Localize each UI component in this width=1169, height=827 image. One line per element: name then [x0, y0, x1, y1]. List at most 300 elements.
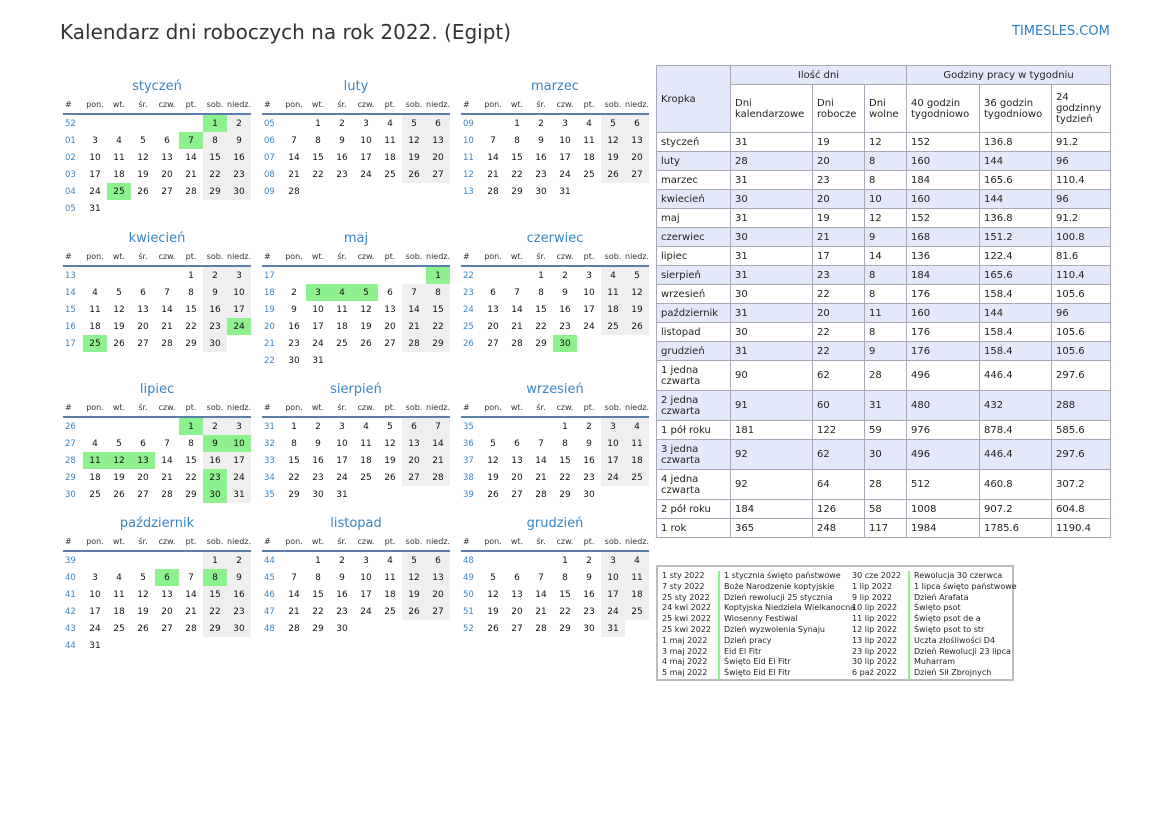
- day-cell: [529, 551, 553, 569]
- day-cell: 27: [161, 186, 173, 197]
- weekday-header: #: [461, 399, 481, 417]
- summary-value: 160: [907, 304, 980, 323]
- week-number: 28: [65, 455, 76, 466]
- weekday-header: #: [63, 533, 83, 551]
- summary-value: 31: [865, 391, 907, 421]
- weekday-header: pt.: [179, 399, 203, 417]
- holiday-legend-item: [658, 614, 855, 625]
- holiday-name: Koptyjska Niedziela Wielkanocna: [718, 603, 855, 614]
- summary-period-label: listopad: [657, 323, 731, 342]
- day-cell: 11: [625, 435, 649, 452]
- summary-value: 136: [907, 247, 980, 266]
- day-cell: 16: [583, 455, 595, 466]
- day-cell: 2: [586, 421, 592, 432]
- summary-value: 12: [865, 133, 907, 152]
- summary-value: 158.4: [980, 323, 1052, 342]
- day-cell: [282, 551, 306, 569]
- day-cell: 22: [426, 318, 450, 335]
- day-cell: 21: [185, 606, 197, 617]
- day-cell: 29: [511, 186, 523, 197]
- day-cell: 14: [185, 589, 197, 600]
- day-cell: 14: [487, 152, 499, 163]
- day-cell: 27: [511, 623, 523, 634]
- summary-value: 1190.4: [1052, 519, 1111, 538]
- holiday-date: 1 lip 2022: [852, 581, 893, 591]
- weekday-header: śr.: [330, 248, 354, 266]
- month-name: czerwiec: [526, 231, 584, 246]
- week-number: 04: [65, 186, 76, 197]
- day-cell: 26: [487, 489, 499, 500]
- summary-period-label: maj: [657, 209, 731, 228]
- summary-value: 59: [865, 421, 907, 440]
- day-cell: 23: [336, 169, 348, 180]
- day-cell: 27: [161, 623, 173, 634]
- summary-row: [657, 209, 1111, 228]
- weekday-header: pt.: [577, 399, 601, 417]
- day-cell: 13: [426, 132, 450, 149]
- day-cell: 14: [185, 152, 197, 163]
- day-cell: 8: [188, 438, 194, 449]
- day-cell: 11: [384, 572, 396, 583]
- day-cell: 15: [312, 589, 324, 600]
- day-cell: 23: [535, 169, 547, 180]
- day-cell: [402, 352, 426, 369]
- weekday-header: sob.: [601, 248, 625, 266]
- day-cell: 6: [402, 417, 426, 435]
- holiday-date: 11 lip 2022: [852, 614, 898, 624]
- day-cell: 17: [336, 455, 348, 466]
- weekday-header: sob.: [402, 96, 426, 114]
- day-cell: [402, 486, 426, 503]
- summary-value: 62: [813, 440, 865, 470]
- day-cell: 13: [137, 304, 149, 315]
- day-cell: 11: [113, 589, 125, 600]
- day-cell: 10: [360, 135, 372, 146]
- day-cell: [330, 183, 354, 200]
- holiday-day-cell: 10: [227, 435, 251, 452]
- day-cell: 27: [402, 469, 426, 486]
- day-cell: 19: [113, 321, 125, 332]
- day-cell: [505, 417, 529, 435]
- day-cell: 7: [426, 417, 450, 435]
- holiday-legend-item: [658, 571, 855, 582]
- day-cell: [378, 352, 402, 369]
- month-name: listopad: [330, 516, 382, 531]
- week-number: 25: [463, 321, 474, 332]
- holiday-day-cell: 1: [179, 417, 203, 435]
- holiday-date: 1 maj 2022: [662, 635, 708, 645]
- week-number: 22: [264, 355, 275, 366]
- summary-value: 122.4: [980, 247, 1052, 266]
- day-cell: [625, 183, 649, 200]
- day-cell: [306, 183, 330, 200]
- day-cell: 24: [227, 469, 251, 486]
- day-cell: 16: [336, 152, 348, 163]
- week-number: 12: [463, 169, 474, 180]
- summary-value: 91.2: [1052, 209, 1111, 228]
- weekday-header: pon.: [282, 399, 306, 417]
- day-cell: 3: [92, 135, 98, 146]
- weekday-header: śr.: [131, 96, 155, 114]
- day-cell: 30: [227, 183, 251, 200]
- day-cell: 23: [336, 606, 348, 617]
- page-title: Kalendarz dni roboczych na rok 2022. (Egipt): [60, 20, 512, 44]
- day-cell: 9: [586, 438, 592, 449]
- summary-value: 20: [813, 304, 865, 323]
- summary-row: [657, 440, 1111, 470]
- day-cell: 29: [312, 623, 324, 634]
- week-number: 36: [463, 438, 474, 449]
- week-number: 05: [264, 118, 275, 129]
- day-cell: 20: [487, 321, 499, 332]
- day-cell: [426, 183, 450, 200]
- day-cell: 8: [426, 284, 450, 301]
- day-cell: 22: [312, 606, 324, 617]
- day-cell: 17: [312, 321, 324, 332]
- day-cell: 6: [490, 287, 496, 298]
- day-cell: 19: [487, 606, 499, 617]
- day-cell: 21: [535, 606, 547, 617]
- summary-value: 365: [731, 519, 813, 538]
- day-cell: 28: [185, 186, 197, 197]
- week-number: 30: [65, 489, 76, 500]
- day-cell: [601, 486, 625, 503]
- day-cell: 19: [601, 149, 625, 166]
- day-cell: 11: [336, 304, 348, 315]
- week-number: 50: [463, 589, 474, 600]
- day-cell: [481, 114, 505, 132]
- weekday-header: niedz.: [426, 533, 450, 551]
- summary-value: 432: [980, 391, 1052, 421]
- holiday-date: 4 maj 2022: [662, 657, 708, 667]
- day-cell: 7: [538, 572, 544, 583]
- day-cell: 4: [625, 417, 649, 435]
- summary-value: 446.4: [980, 361, 1052, 391]
- day-cell: 26: [137, 186, 149, 197]
- month-name: marzec: [531, 79, 579, 94]
- weekday-header: #: [262, 399, 282, 417]
- summary-value: 31: [731, 266, 813, 285]
- day-cell: 21: [511, 321, 523, 332]
- week-number: 07: [264, 152, 275, 163]
- summary-value: 96: [1052, 190, 1111, 209]
- day-cell: [402, 183, 426, 200]
- day-cell: 24: [312, 338, 324, 349]
- day-cell: 11: [113, 152, 125, 163]
- summary-value: 160: [907, 190, 980, 209]
- day-cell: 5: [601, 114, 625, 132]
- summary-period-label: 1 pół roku: [657, 421, 731, 440]
- day-cell: 18: [625, 452, 649, 469]
- day-cell: [227, 200, 251, 217]
- day-cell: [426, 486, 450, 503]
- week-number: 41: [65, 589, 76, 600]
- day-cell: 10: [312, 304, 324, 315]
- weekday-header: niedz.: [227, 399, 251, 417]
- day-cell: 10: [583, 287, 595, 298]
- day-cell: 30: [203, 335, 227, 352]
- day-cell: 14: [161, 304, 173, 315]
- day-cell: 6: [514, 572, 520, 583]
- day-cell: 16: [203, 452, 227, 469]
- day-cell: [155, 551, 179, 569]
- month-calendar: [262, 230, 450, 369]
- holiday-day-cell: 12: [107, 452, 131, 469]
- summary-value: 8: [865, 266, 907, 285]
- summary-value: 21: [813, 228, 865, 247]
- weekday-header: pt.: [378, 533, 402, 551]
- week-number: 49: [463, 572, 474, 583]
- day-cell: 1: [291, 421, 297, 432]
- day-cell: 6: [387, 287, 393, 298]
- summary-value: 64: [813, 470, 865, 500]
- day-cell: 13: [402, 435, 426, 452]
- week-number: 26: [463, 338, 474, 349]
- day-cell: 9: [586, 572, 592, 583]
- holiday-date: 12 lip 2022: [852, 624, 898, 634]
- day-cell: 28: [426, 469, 450, 486]
- day-cell: 2: [291, 287, 297, 298]
- day-cell: 12: [360, 304, 372, 315]
- week-number: 23: [463, 287, 474, 298]
- summary-row: [657, 133, 1111, 152]
- day-cell: [107, 114, 131, 132]
- day-cell: 24: [336, 472, 348, 483]
- summary-value: 144: [980, 152, 1052, 171]
- day-cell: 25: [360, 472, 372, 483]
- day-cell: 15: [203, 586, 227, 603]
- week-number: 33: [264, 455, 275, 466]
- holiday-name: Dzień Sił Zbrojnych: [908, 668, 991, 679]
- weekday-header: niedz.: [426, 248, 450, 266]
- weekday-header: czw.: [354, 96, 378, 114]
- weekday-header: pon.: [282, 533, 306, 551]
- weekday-header: wt.: [505, 248, 529, 266]
- day-cell: 8: [315, 135, 321, 146]
- day-cell: 8: [315, 572, 321, 583]
- day-cell: [481, 417, 505, 435]
- week-number: 22: [463, 270, 474, 281]
- day-cell: 1: [514, 118, 520, 129]
- day-cell: 17: [360, 152, 372, 163]
- day-cell: 22: [312, 169, 324, 180]
- day-cell: 7: [164, 287, 170, 298]
- day-cell: 23: [288, 338, 300, 349]
- summary-value: 585.6: [1052, 421, 1111, 440]
- day-cell: [354, 620, 378, 637]
- weekday-header: wt.: [107, 533, 131, 551]
- day-cell: 26: [601, 166, 625, 183]
- summary-value: 168: [907, 228, 980, 247]
- summary-value: 176: [907, 342, 980, 361]
- summary-value: 62: [813, 361, 865, 391]
- day-cell: 28: [288, 186, 300, 197]
- holiday-date: 25 kwi 2022: [662, 624, 712, 634]
- day-cell: 7: [514, 287, 520, 298]
- holiday-name: Dzień rewolucji 25 stycznia: [718, 593, 833, 604]
- day-cell: 4: [387, 555, 393, 566]
- day-cell: 23: [227, 166, 251, 183]
- holiday-legend-item: [848, 647, 1017, 658]
- day-cell: 3: [92, 572, 98, 583]
- week-number: 03: [65, 169, 76, 180]
- day-cell: 21: [161, 472, 173, 483]
- day-cell: [131, 637, 155, 654]
- day-cell: 2: [538, 118, 544, 129]
- week-number: 31: [264, 421, 275, 432]
- day-cell: 21: [288, 606, 300, 617]
- day-cell: 16: [227, 586, 251, 603]
- summary-value: 165.6: [980, 171, 1052, 190]
- day-cell: [481, 266, 505, 284]
- day-cell: 26: [384, 472, 396, 483]
- weekday-header: śr.: [330, 96, 354, 114]
- holiday-legend-item: [658, 647, 855, 658]
- day-cell: 27: [426, 166, 450, 183]
- weekday-header: czw.: [553, 399, 577, 417]
- holiday-name: Święto psot: [908, 603, 961, 614]
- day-cell: 29: [203, 183, 227, 200]
- month-calendar: [63, 515, 251, 654]
- summary-value: 152: [907, 133, 980, 152]
- day-cell: 15: [312, 152, 324, 163]
- day-cell: 23: [559, 321, 571, 332]
- day-cell: 9: [203, 284, 227, 301]
- day-cell: 8: [203, 132, 227, 149]
- day-cell: 5: [387, 421, 393, 432]
- day-cell: 20: [426, 586, 450, 603]
- brand-link[interactable]: TIMESLES.COM: [1012, 24, 1110, 39]
- day-cell: 11: [601, 284, 625, 301]
- weekday-header: pon.: [83, 96, 107, 114]
- summary-value: 28: [865, 470, 907, 500]
- weekday-header: pt.: [577, 248, 601, 266]
- day-cell: 12: [625, 284, 649, 301]
- summary-value: 907.2: [980, 500, 1052, 519]
- summary-value: 30: [731, 228, 813, 247]
- summary-period-label: 1 jedna czwarta: [657, 361, 731, 391]
- day-cell: 20: [511, 606, 523, 617]
- weekday-header: śr.: [330, 533, 354, 551]
- day-cell: 9: [562, 287, 568, 298]
- col-header: Dni wolne: [865, 85, 907, 133]
- day-cell: 26: [113, 338, 125, 349]
- summary-period-label: 3 jedna czwarta: [657, 440, 731, 470]
- summary-value: 460.8: [980, 470, 1052, 500]
- day-cell: [282, 114, 306, 132]
- day-cell: [155, 200, 179, 217]
- day-cell: 18: [625, 586, 649, 603]
- week-number: 39: [65, 555, 76, 566]
- day-cell: 18: [89, 321, 101, 332]
- holiday-day-cell: 5: [354, 284, 378, 301]
- day-cell: 6: [164, 135, 170, 146]
- day-cell: 8: [562, 438, 568, 449]
- day-cell: 4: [363, 421, 369, 432]
- summary-period-label: luty: [657, 152, 731, 171]
- holiday-day-cell: 3: [306, 284, 330, 301]
- day-cell: 15: [559, 455, 571, 466]
- day-cell: 28: [402, 335, 426, 352]
- holiday-date: 10 lip 2022: [852, 603, 898, 613]
- day-cell: [625, 335, 649, 352]
- day-cell: 22: [559, 472, 571, 483]
- summary-period-label: czerwiec: [657, 228, 731, 247]
- day-cell: 30: [336, 623, 348, 634]
- holiday-day-cell: 6: [155, 569, 179, 586]
- day-cell: 18: [384, 589, 396, 600]
- weekday-header: wt.: [505, 533, 529, 551]
- week-number: 17: [264, 270, 275, 281]
- day-cell: 13: [487, 304, 499, 315]
- week-number: 40: [65, 572, 76, 583]
- day-cell: 29: [559, 489, 571, 500]
- day-cell: 25: [625, 603, 649, 620]
- holiday-day-cell: 25: [83, 335, 107, 352]
- holiday-date: 5 maj 2022: [662, 668, 708, 678]
- holiday-legend-item: [848, 614, 1017, 625]
- summary-value: 14: [865, 247, 907, 266]
- day-cell: 20: [137, 472, 149, 483]
- holiday-legend-item: [658, 668, 855, 679]
- summary-value: 160: [907, 152, 980, 171]
- day-cell: 25: [384, 606, 396, 617]
- day-cell: 28: [288, 623, 300, 634]
- month-calendar: [63, 230, 251, 352]
- day-cell: 30: [583, 489, 595, 500]
- summary-period-label: sierpień: [657, 266, 731, 285]
- day-cell: [155, 417, 179, 435]
- summary-value: 152: [907, 209, 980, 228]
- summary-value: 512: [907, 470, 980, 500]
- day-cell: 31: [559, 186, 571, 197]
- day-cell: 8: [562, 572, 568, 583]
- weekday-header: śr.: [529, 533, 553, 551]
- day-cell: 17: [227, 301, 251, 318]
- day-cell: 3: [601, 417, 625, 435]
- month-name: grudzień: [526, 516, 584, 531]
- summary-value: 126: [813, 500, 865, 519]
- day-cell: 18: [360, 455, 372, 466]
- day-cell: 7: [291, 572, 297, 583]
- weekday-header: #: [63, 96, 83, 114]
- day-cell: 20: [161, 169, 173, 180]
- summary-value: 105.6: [1052, 323, 1111, 342]
- week-number: 44: [65, 640, 76, 651]
- week-number: 42: [65, 606, 76, 617]
- day-cell: 2: [562, 270, 568, 281]
- weekday-header: czw.: [354, 399, 378, 417]
- holiday-legend-item: [658, 636, 855, 647]
- day-cell: [227, 335, 251, 352]
- summary-value: 22: [813, 323, 865, 342]
- summary-value: 31: [731, 247, 813, 266]
- weekday-header: śr.: [529, 399, 553, 417]
- week-number: 21: [264, 338, 275, 349]
- week-number: 05: [65, 203, 76, 214]
- week-number: 20: [264, 321, 275, 332]
- summary-value: 248: [813, 519, 865, 538]
- weekday-header: sob.: [203, 533, 227, 551]
- weekday-header: pon.: [282, 248, 306, 266]
- holiday-name: Święto psot to str: [908, 625, 984, 636]
- day-cell: 22: [185, 472, 197, 483]
- day-cell: 24: [89, 186, 101, 197]
- day-cell: 15: [185, 455, 197, 466]
- day-cell: 7: [538, 438, 544, 449]
- summary-value: 30: [865, 440, 907, 470]
- day-cell: 13: [161, 589, 173, 600]
